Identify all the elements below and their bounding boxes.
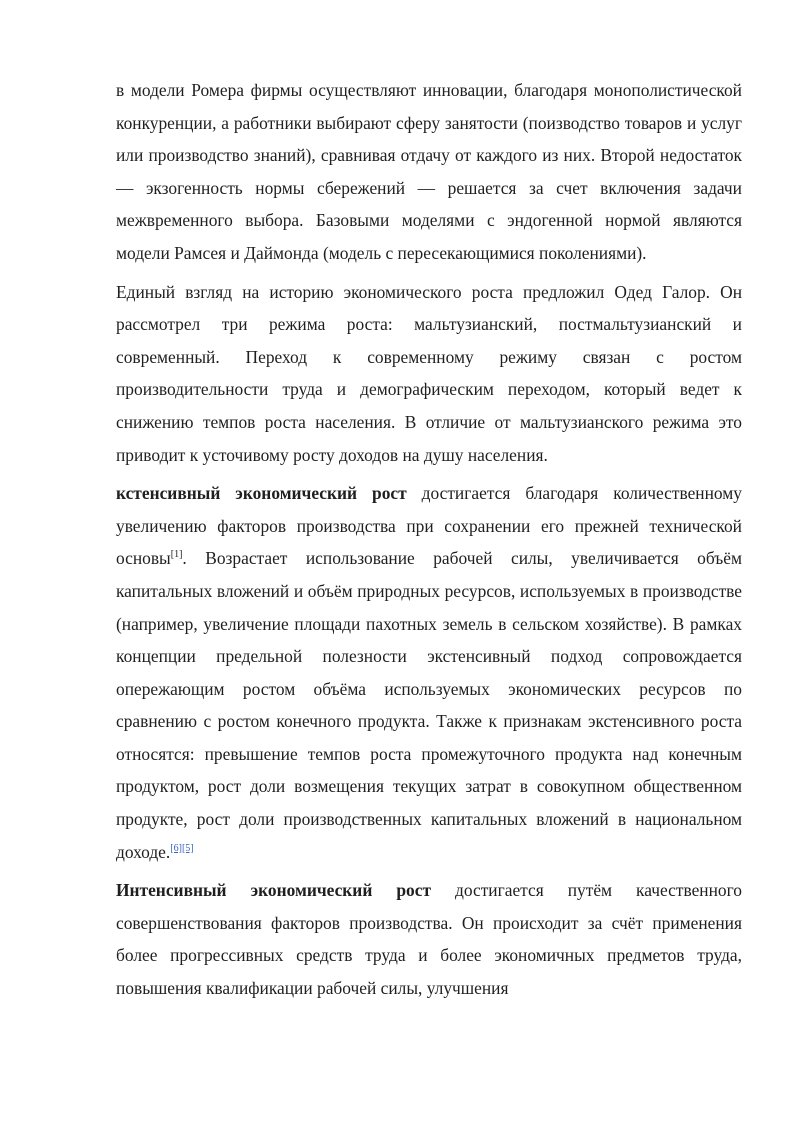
paragraph-intensive-growth (116, 874, 742, 1004)
footnote-link-5[interactable]: [5] (181, 842, 194, 854)
paragraph-romer-models (116, 74, 742, 270)
paragraph-extensive-growth (116, 477, 742, 868)
footnote-link-6[interactable]: [6] (170, 842, 182, 854)
paragraph-text: Единый взгляд на историю экономического роста предложил Одед Галор. Он рассмотрел три режима роста: мальтузианский, постмальтузианский и современный. Переход к современному режиму связан с ростом производительности труда и демографическим переходом, который ведет к снижению темпов роста населения. В отличие от мальтузианского режима это приводит к усточивому росту доходов на душу населения. (116, 281, 742, 465)
paragraph-text: достигается благодаря количественному увеличению факторов производства при сохранении его прежней технической основы (116, 483, 742, 569)
document-page (116, 74, 742, 1011)
paragraph-galor-growth (116, 276, 742, 472)
term-intensive-growth: Интенсивный экономический рост (116, 880, 431, 901)
paragraph-text: в модели Ромера фирмы осуществляют инновации, благодаря монополистической конкуренции, а работники выбирают сферу занятости (поизводство товаров и услуг или производство знаний), сравнивая отдачу от каждого из них. Второй недостаток — экзогенность нормы сбережений — решается за счет включения задачи межвременного выбора. Базовыми моделями с эндогенной нормой являются модели Рамсея и Даймонда (модель с пересекающимися поколениями). (116, 80, 742, 263)
footnote-ref-1: [1] (170, 549, 183, 561)
paragraph-text: достигается путём качественного совершенствования факторов производства. Он происходит за счёт применения более прогрессивных средств труда и более экономичных предметов труда, повышения квалификации рабочей силы, улучшения (116, 880, 743, 999)
paragraph-text: . Возрастает использование рабочей силы, увеличивается объём капитальных вложений и объём природных ресурсов, используемых в производстве (например, увеличение площади пахотных земель в сельском хозяйстве). В рамках концепции предельной полезности экстенсивный подход сопровождается опережающим ростом объёма используемых экономических ресурсов по сравнению с ростом конечного продукта. Также к признакам экстенсивного роста относятся: превышение темпов роста промежуточного продукта над конечным продуктом, рост доли возмещения текущих затрат в совокупном общественном продукте, рост доли производственных капитальных вложений в национальном доходе. (116, 548, 742, 862)
term-extensive-growth: кстенсивный экономический рост (116, 483, 407, 504)
